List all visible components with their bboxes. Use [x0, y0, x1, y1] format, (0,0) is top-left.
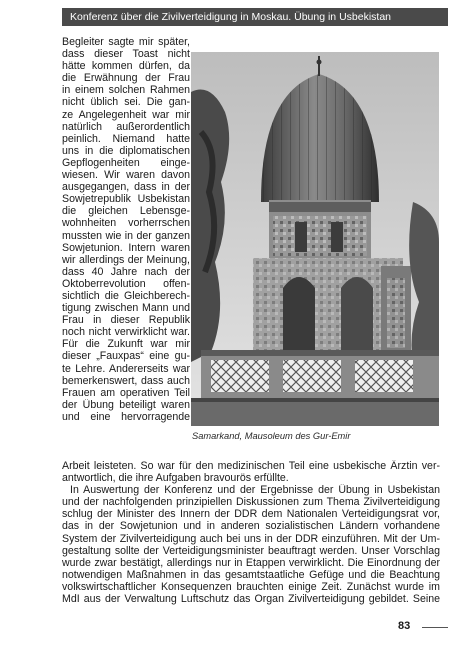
- text-line: volkswirtschaftlicher Konsequenzen brauchten einige Zeit. Zunächst wurde im: [62, 580, 440, 593]
- text-line: Gepflogenheiten einge-: [62, 156, 190, 169]
- text-line: Frau in dieser Republik: [62, 314, 190, 327]
- text-line: wir allerdings der Meinung,: [62, 253, 190, 266]
- figure-caption: Samarkand, Mausoleum des Gur-Emir: [192, 431, 351, 441]
- text-line: antwortlich, die ihre Aufgaben bravourös erfüllte.: [62, 472, 289, 485]
- text-line: wohnheiten vorherrschen: [62, 217, 190, 230]
- text-line: In Auswertung der Konferenz und der Ergebnisse der Übung in Usbekistan: [70, 484, 440, 497]
- text-line: natürlich außerordentlich: [62, 120, 190, 133]
- text-line: uns in die diplomatischen: [62, 144, 190, 157]
- running-header-title: Konferenz über die Zivilverteidigung in Moskau. Übung in Usbekistan: [70, 11, 392, 23]
- mausoleum-photo: [191, 52, 439, 426]
- text-line: Arbeit leisteten. So war für den medizinischen Teil eine usbekische Ärztin ver-: [62, 460, 440, 472]
- text-line: ausgegangen, dass in der: [62, 181, 190, 194]
- text-line: und eine hervorragende: [62, 410, 190, 423]
- text-line: Oktoberrevolution offen-: [62, 277, 190, 290]
- text-line: sichtlich die Gleichberech-: [62, 289, 190, 302]
- text-line: Frauen am operativen Teil: [62, 386, 190, 399]
- text-line: nicht üblich sei. Die gan-: [62, 96, 190, 109]
- text-line: System der Zivilverteidigung auch bei uns in der DDR einzuführen. Mit der Um-: [62, 532, 440, 545]
- text-line: dass 40 Jahre nach der: [62, 265, 190, 278]
- text-line: tigung zwischen Mann und: [62, 302, 190, 315]
- text-line: und der nachfolgenden prinzipiellen Diskussionen zum Thema Zivilverteidigung: [62, 496, 440, 509]
- running-header: [62, 8, 448, 26]
- text-line: Begleiter sagte mir später,: [62, 36, 190, 48]
- text-line: notwendigen Maßnahmen in das gesamtstaatliche Gefüge und die Beachtung: [62, 568, 440, 581]
- text-line: mussten wie in der ganzen: [62, 229, 190, 242]
- page-number-rule: [422, 627, 448, 628]
- text-line: die Erwähnung der Frau: [62, 72, 190, 85]
- text-line: Sowjetrepublik Usbekistan: [62, 193, 190, 206]
- text-line: noch nicht verwirklicht war.: [62, 326, 190, 339]
- text-line: in einem solchen Rahmen: [62, 84, 190, 97]
- text-line: Sowjetunion. Intern waren: [62, 241, 190, 254]
- text-line: der Übung beteiligt waren: [62, 398, 190, 411]
- text-line: te Lehre. Andererseits war: [62, 362, 190, 375]
- page-number: 83: [398, 620, 411, 632]
- text-line: wurde zwar bestätigt, allerdings nur in Etappen verwirklicht. Die Einordnung der: [62, 556, 440, 569]
- text-line: Für die Zukunft war mir: [62, 338, 190, 351]
- text-line: dass dieser Toast nicht: [62, 48, 190, 61]
- text-line: die gleichen Lebensge-: [62, 205, 190, 218]
- left-text-column: [62, 36, 190, 423]
- text-line: schlug der Minister des Innern der DDR dem Nationalen Verteidigungsrat vor,: [62, 508, 440, 521]
- text-line: gestaltung sollte der Verteidigungsminister beauftragt werden. Unser Vorschlag: [62, 544, 440, 557]
- text-line: dieser „Fauxpas“ eine gu-: [62, 350, 190, 363]
- full-width-text: [62, 460, 440, 605]
- text-line: hätte kommen dürfen, da: [62, 60, 190, 73]
- text-line: das in der Sowjetunion und in anderen sozialistischen Ländern vorhandene: [62, 520, 440, 533]
- text-line: ze Angelegenheit war mir: [62, 108, 190, 121]
- text-line: bemerkenswert, dass auch: [62, 374, 190, 387]
- text-line: peinlich. Niemand hatte: [62, 132, 190, 145]
- text-line: wiesen. Wir waren davon: [62, 169, 190, 182]
- text-line: MdI aus der Verwaltung Luftschutz das Organ Zivilverteidigung gebildet. Seine: [62, 593, 440, 606]
